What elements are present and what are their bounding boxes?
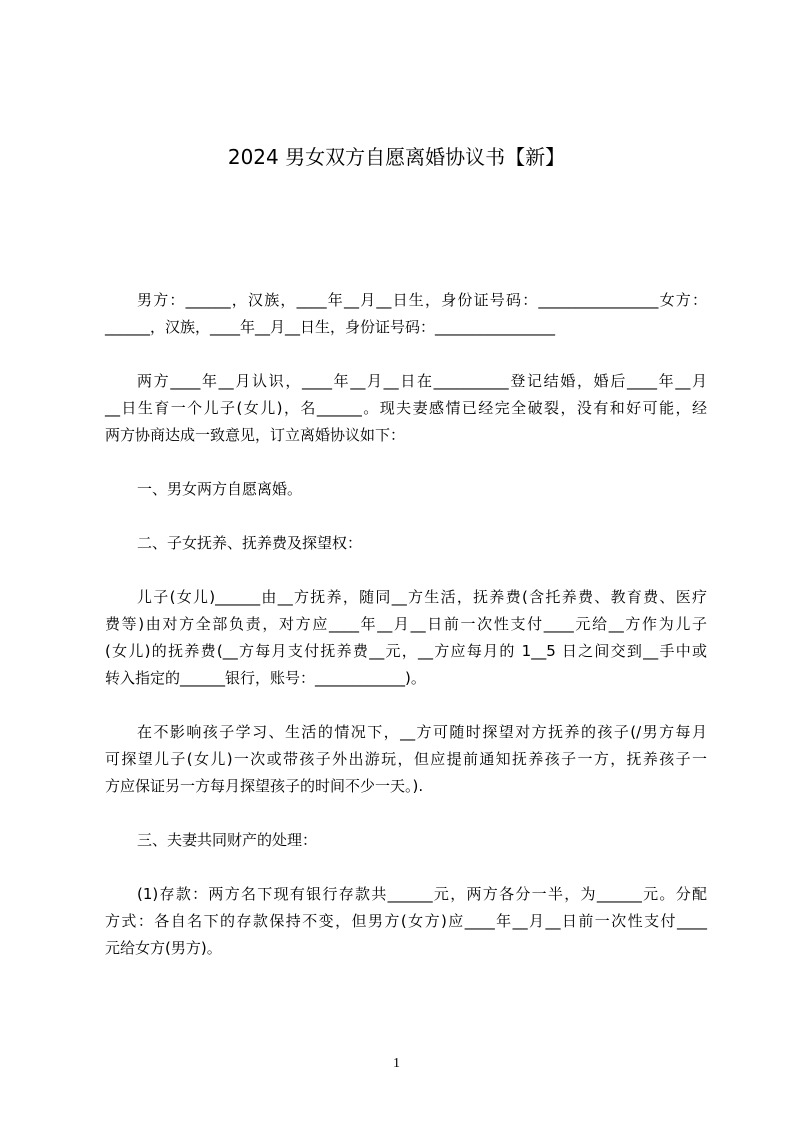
paragraph-line: (1)存款：两方名下现有银行存款共______元，两方各分一半，为______元。分配 bbox=[137, 885, 707, 903]
paragraph-line: 一、男女两方自愿离婚。 bbox=[137, 480, 303, 498]
paragraph-line: 两方____年__月认识，____年__月__日在__________登记结婚，婚后____年__月 bbox=[137, 372, 707, 390]
paragraph bbox=[105, 719, 707, 800]
paragraph-line: 方式：各自名下的存款保持不变，但男方(女方)应____年__月__日前一次性支付____ bbox=[105, 912, 707, 930]
paragraph-line: (女儿)的抚养费(__方每月支付抚养费__元，__方应每月的 1__5 日之间交到__手中或 bbox=[105, 642, 707, 660]
paragraph-line: 元给女方(男方)。 bbox=[105, 939, 222, 957]
paragraph bbox=[105, 827, 707, 854]
paragraph bbox=[105, 368, 707, 449]
paragraph-line: 方应保证另一方每月探望孩子的时间不少一天。). bbox=[105, 777, 424, 795]
document-body bbox=[105, 287, 707, 989]
paragraph bbox=[105, 476, 707, 503]
paragraph-line: __日生育一个儿子(女儿)，名______。现夫妻感情已经完全破裂，没有和好可能，经 bbox=[105, 399, 707, 417]
paragraph bbox=[105, 584, 707, 692]
paragraph-line: 在不影响孩子学习、生活的情况下，__方可随时探望对方抚养的孩子(/男方每月 bbox=[137, 723, 707, 741]
document-title: 2024 男女双方自愿离婚协议书【新】 bbox=[227, 145, 566, 169]
paragraph-line: ______，汉族，____年__月__日生，身份证号码：________________ bbox=[105, 318, 556, 336]
paragraph-line: 两方协商达成一致意见，订立离婚协议如下： bbox=[105, 426, 406, 444]
page-number: 1 bbox=[393, 1056, 400, 1071]
paragraph-line: 三、夫妻共同财产的处理： bbox=[137, 831, 318, 849]
paragraph bbox=[105, 881, 707, 962]
paragraph-line: 儿子(女儿)______由__方抚养，随同__方生活，抚养费(含托养费、教育费、医疗 bbox=[137, 588, 707, 606]
paragraph-line: 转入指定的______银行，账号：____________)。 bbox=[105, 669, 426, 687]
paragraph bbox=[105, 530, 707, 557]
paragraph bbox=[105, 287, 707, 341]
paragraph-line: 二、子女抚养、抚养费及探望权： bbox=[137, 534, 363, 552]
paragraph-line: 费等)由对方全部负责，对方应____年__月__日前一次性支付____元给__方作为儿子 bbox=[105, 615, 707, 633]
paragraph-line: 男方：______，汉族，____年__月__日生，身份证号码：________________女方： bbox=[137, 291, 707, 309]
paragraph-line: 可探望儿子(女儿)一次或带孩子外出游玩，但应提前通知抚养孩子一方，抚养孩子一 bbox=[105, 750, 707, 768]
